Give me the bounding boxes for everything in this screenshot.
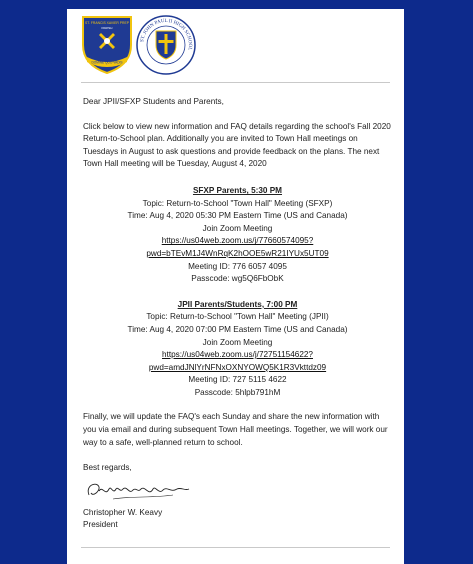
zoom-link-sfxp-part1[interactable]: https://us04web.zoom.us/j/77660574095?: [161, 236, 314, 246]
meeting-block-jpii: [83, 299, 392, 400]
header-logos: [81, 15, 391, 77]
sfxp-sub-text: PARISH: [101, 26, 113, 30]
meeting-heading: SFXP Parents, 5:30 PM: [192, 185, 283, 195]
join-zoom-label: Join Zoom Meeting: [202, 223, 273, 233]
letter-body: [83, 96, 392, 532]
email-sheet: [67, 9, 404, 564]
regards-line: Best regards,: [83, 463, 132, 473]
join-zoom-label: Join Zoom Meeting: [202, 337, 273, 347]
zoom-link-jpii-part1[interactable]: https://us04web.zoom.us/j/72751154622?: [162, 350, 313, 360]
meeting-topic: Topic: Return-to-School "Town Hall" Meeting (SFXP): [142, 198, 333, 208]
signer-name: Christopher W. Keavy: [83, 507, 163, 517]
meeting-time: Time: Aug 4, 2020 05:30 PM Eastern Time (US and Canada): [127, 211, 348, 221]
footer-divider: [81, 547, 390, 548]
meeting-heading: JPII Parents/Students, 7:00 PM: [177, 299, 298, 309]
meeting-id: Meeting ID: 776 6057 4095: [188, 261, 287, 271]
meeting-block-sfxp: [83, 185, 392, 286]
jpii-seal-logo: [136, 15, 196, 75]
zoom-link-jpii-part2[interactable]: pwd=amdJNlYrNFNxOXNYOWQ5K1R3Vkttdz09: [148, 362, 327, 372]
emblem-center-icon: [104, 38, 110, 44]
header-divider: [81, 82, 390, 83]
closing-paragraph: Finally, we will update the FAQ's each Sunday and share the new information with you via email and during subsequent Town Hall meetings. Together, we will work our way to a safe, well-planned return to school.: [83, 412, 388, 447]
jpii-ring-text: ST. JOHN PAUL II HIGH SCHOOL: [140, 18, 193, 51]
meeting-id: Meeting ID: 727 5115 4622: [188, 375, 287, 385]
sfxp-motto-text: DOMINE QUO VADIS: [91, 60, 123, 65]
signer-title: President: [83, 520, 118, 530]
meeting-passcode: Passcode: wg5Q6FbObK: [191, 274, 284, 284]
handwritten-signature: [83, 477, 193, 505]
meeting-time: Time: Aug 4, 2020 07:00 PM Eastern Time (US and Canada): [127, 324, 348, 334]
greeting: Dear JPII/SFXP Students and Parents,: [83, 97, 224, 106]
zoom-link-sfxp-part2[interactable]: pwd=bTEvM1J4WnRqK2hOOE5wR21IYUx5UT09: [146, 248, 329, 258]
meeting-passcode: Passcode: 5hlpb791hM: [194, 387, 281, 397]
intro-paragraph: Click below to view new information and FAQ details regarding the school's Fall 2020 Return-to-School plan. Additionally you are invited to Town Hall meetings on Tuesdays in August to ask questions and provide feedback on the plans. The next Town Hall meeting will be Tuesday, August 4, 2020: [83, 121, 391, 169]
sfxp-top-text: ST. FRANCIS XAVIER PREP: [84, 21, 130, 25]
sfxp-crest-logo: [81, 15, 133, 75]
cross-icon: [165, 34, 168, 54]
meeting-topic: Topic: Return-to-School "Town Hall" Meeting (JPII): [146, 312, 329, 322]
